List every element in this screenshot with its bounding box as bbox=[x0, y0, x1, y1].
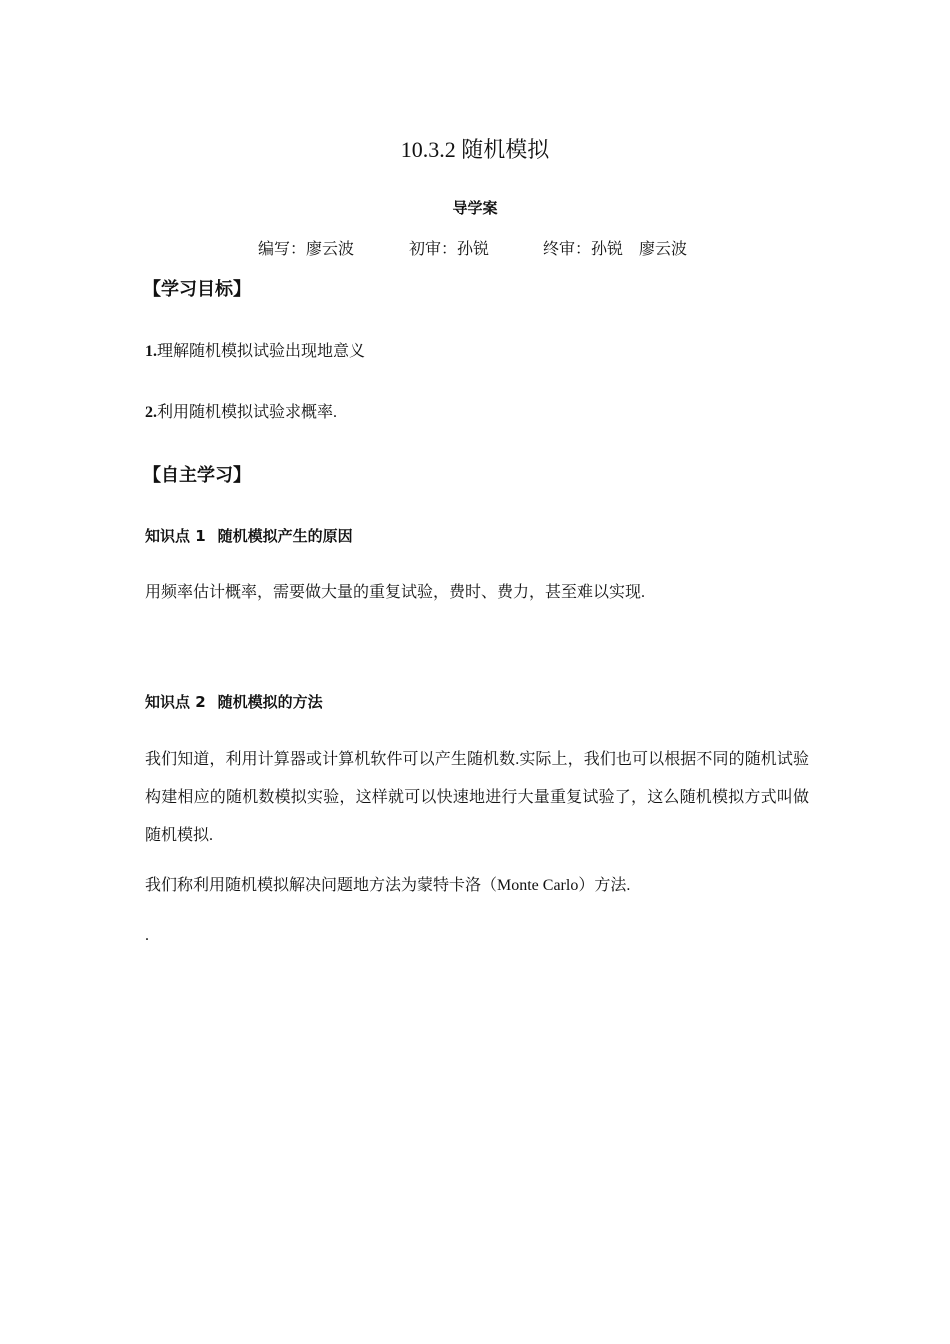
objective-item-1 bbox=[145, 342, 365, 362]
document-title: 10.3.2 随机模拟 bbox=[400, 137, 550, 162]
knowledge-point-1-heading bbox=[145, 526, 353, 546]
editor-credit: 编写：廖云波 bbox=[258, 241, 355, 258]
knowledge-point-2-heading bbox=[145, 692, 323, 712]
objective-number: 1. bbox=[145, 343, 157, 360]
knowledge-point-label: 知识点 2 bbox=[145, 693, 206, 711]
knowledge-point-title: 随机模拟产生的原因 bbox=[217, 527, 353, 545]
knowledge-point-title: 随机模拟的方法 bbox=[217, 693, 323, 711]
trailing-period: . bbox=[145, 927, 149, 944]
objective-number: 2. bbox=[145, 404, 157, 421]
self-study-heading: 【自主学习】 bbox=[143, 465, 251, 486]
reviewer-credit: 初审：孙锐 bbox=[409, 241, 490, 258]
knowledge-point-label: 知识点 1 bbox=[145, 527, 206, 545]
knowledge-point-1-paragraph: 用频率估计概率，需要做大量的重复试验，费时、费力，甚至难以实现. bbox=[145, 584, 646, 601]
objectives-heading: 【学习目标】 bbox=[143, 279, 251, 300]
knowledge-point-2-paragraph-2: 我们称利用随机模拟解决问题地方法为蒙特卡洛（Monte Carlo）方法. bbox=[145, 877, 631, 894]
knowledge-point-2-paragraph-1: 我们知道，利用计算器或计算机软件可以产生随机数.实际上，我们也可以根据不同的随机试验构建相应的随机数模拟实验，这样就可以快速地进行大量重复试验了，这么随机模拟方式叫做随机模拟. bbox=[145, 751, 809, 844]
objective-text: 利用随机模拟试验求概率. bbox=[157, 404, 338, 421]
document-subtitle: 导学案 bbox=[452, 199, 498, 217]
final-reviewer-credit: 终审：孙锐 廖云波 bbox=[543, 241, 688, 258]
objective-item-2 bbox=[145, 403, 337, 423]
objective-text: 理解随机模拟试验出现地意义 bbox=[157, 343, 366, 360]
